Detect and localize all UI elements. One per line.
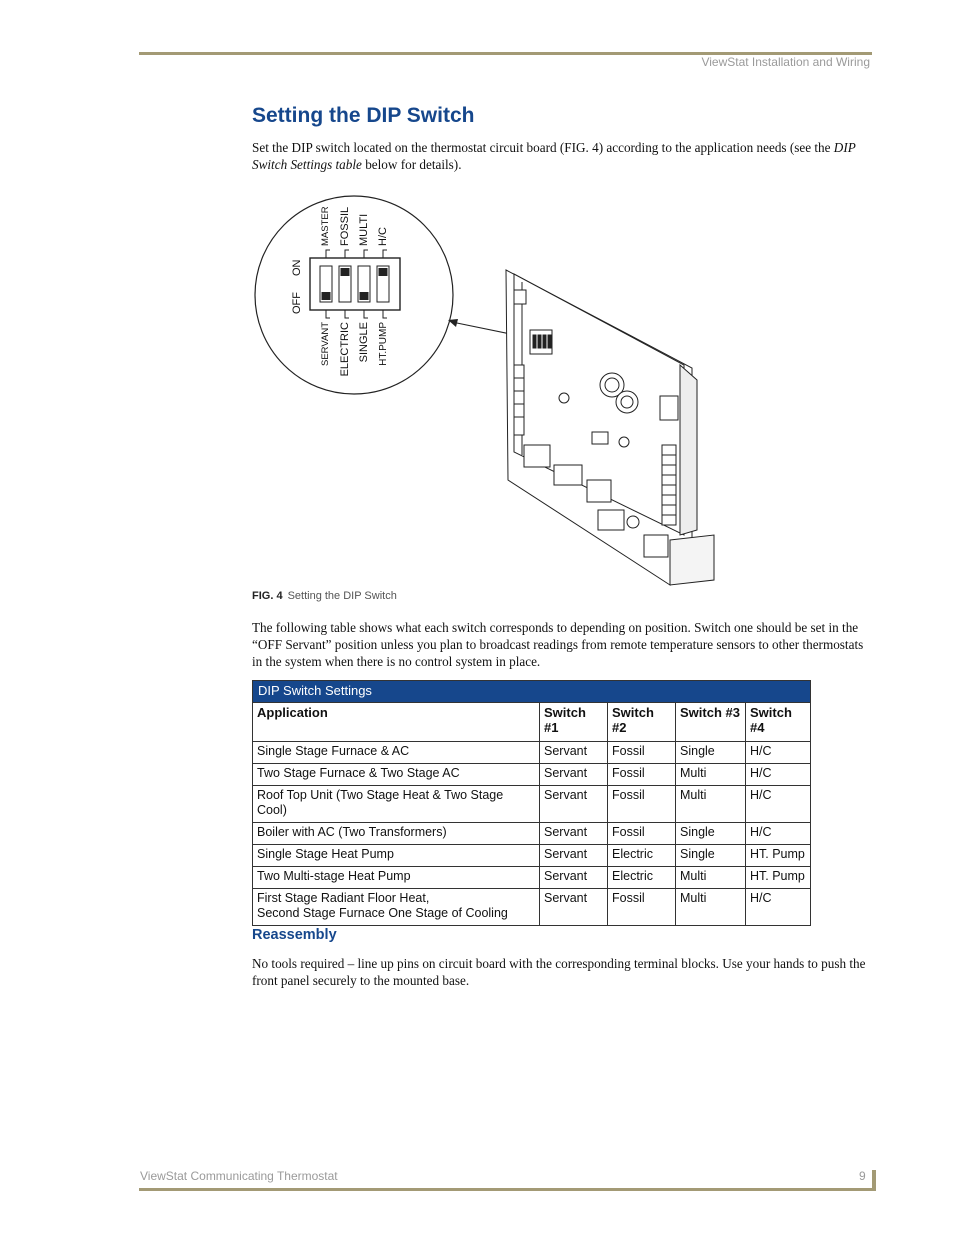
table-title: DIP Switch Settings — [252, 680, 811, 702]
cell-application: Single Stage Heat Pump — [253, 845, 540, 867]
switch-3 — [358, 266, 370, 302]
col-switch-2: Switch #2 — [608, 703, 676, 742]
table-row — [253, 764, 811, 786]
cell-switch-1: Servant — [540, 786, 608, 823]
label-multi: MULTI — [358, 213, 370, 246]
label-fossil: FOSSIL — [339, 206, 351, 246]
cell-switch-2: Fossil — [608, 823, 676, 845]
cell-application: Single Stage Furnace & AC — [253, 742, 540, 764]
label-servant: SERVANT — [320, 322, 331, 366]
cell-switch-2: Fossil — [608, 889, 676, 926]
table-row — [253, 845, 811, 867]
cell-switch-4: HT. Pump — [746, 845, 811, 867]
cell-application: Two Multi-stage Heat Pump — [253, 867, 540, 889]
cell-application: Two Stage Furnace & Two Stage AC — [253, 764, 540, 786]
col-switch-1: Switch #1 — [540, 703, 608, 742]
cell-switch-2: Electric — [608, 845, 676, 867]
cell-switch-3: Multi — [676, 867, 746, 889]
cell-switch-4: H/C — [746, 823, 811, 845]
label-single: SINGLE — [358, 322, 370, 363]
footer-rule — [139, 1188, 874, 1191]
col-switch-4: Switch #4 — [746, 703, 811, 742]
label-on: ON — [291, 259, 303, 276]
cell-switch-3: Single — [676, 845, 746, 867]
label-htpump: HT.PUMP — [378, 322, 389, 366]
reassembly-title: Reassembly — [252, 927, 337, 943]
label-off: OFF — [291, 292, 303, 314]
figure-caption — [252, 590, 397, 602]
cell-switch-1: Servant — [540, 764, 608, 786]
cell-switch-1: Servant — [540, 889, 608, 926]
switch-4 — [377, 266, 389, 302]
footer-rule-tick — [872, 1170, 876, 1191]
intro-text-a: Set the DIP switch located on the thermostat circuit board (FIG. 4) according to the application needs (see the — [252, 140, 834, 155]
table-row — [253, 786, 811, 823]
switch-2 — [339, 266, 351, 302]
dip-switch-illustration — [252, 190, 722, 590]
page-number: 9 — [859, 1169, 866, 1183]
table-row — [253, 742, 811, 764]
cell-switch-2: Fossil — [608, 742, 676, 764]
section-title: Setting the DIP Switch — [252, 104, 475, 127]
cell-switch-3: Multi — [676, 764, 746, 786]
dip-switch-figure — [252, 190, 722, 590]
table-row — [253, 823, 811, 845]
cell-switch-2: Electric — [608, 867, 676, 889]
label-hc: H/C — [377, 227, 389, 246]
settings-table — [252, 702, 811, 926]
cell-application: Roof Top Unit (Two Stage Heat & Two Stage Cool) — [253, 786, 540, 823]
cell-switch-1: Servant — [540, 823, 608, 845]
cell-switch-3: Multi — [676, 786, 746, 823]
cell-switch-2: Fossil — [608, 764, 676, 786]
cell-switch-4: HT. Pump — [746, 867, 811, 889]
thermostat-board — [506, 270, 714, 585]
cell-application: Boiler with AC (Two Transformers) — [253, 823, 540, 845]
cell-switch-1: Servant — [540, 742, 608, 764]
intro-table-ref: DIP Switch Settings table — [252, 140, 856, 172]
figure-caption-text: Setting the DIP Switch — [287, 590, 397, 602]
switch-1 — [320, 266, 332, 302]
intro-text-b: below for details). — [361, 157, 462, 172]
cell-switch-1: Servant — [540, 867, 608, 889]
cell-switch-2: Fossil — [608, 786, 676, 823]
figure-caption-label: FIG. 4 — [252, 590, 283, 602]
reassembly-paragraph: No tools required – line up pins on circuit board with the corresponding terminal blocks. Use your hands to push the front panel securely to the mounted base. — [252, 956, 866, 988]
col-application: Application — [253, 703, 540, 742]
running-head: ViewStat Installation and Wiring — [701, 55, 870, 69]
intro-paragraph — [252, 139, 872, 173]
cell-application: First Stage Radiant Floor Heat, Second Stage Furnace One Stage of Cooling — [253, 889, 540, 926]
table-body — [253, 742, 811, 926]
dip-switch-settings-table — [252, 680, 811, 926]
cell-switch-4: H/C — [746, 742, 811, 764]
cell-switch-1: Servant — [540, 845, 608, 867]
cell-switch-3: Multi — [676, 889, 746, 926]
cell-switch-4: H/C — [746, 764, 811, 786]
footer-title: ViewStat Communicating Thermostat — [140, 1169, 338, 1183]
cell-switch-3: Single — [676, 742, 746, 764]
label-electric: ELECTRIC — [339, 322, 351, 377]
cell-switch-4: H/C — [746, 889, 811, 926]
label-master: MASTER — [320, 206, 331, 246]
table-row — [253, 867, 811, 889]
table-intro-paragraph: The following table shows what each switch corresponds to depending on position. Switch one should be set in the “OFF Servant” position unless you plan to broadcast readings from remote temperature sensors to other thermostats in the system when there is no control system in place. — [252, 620, 864, 669]
col-switch-3: Switch #3 — [676, 703, 746, 742]
cell-switch-4: H/C — [746, 786, 811, 823]
cell-switch-3: Single — [676, 823, 746, 845]
table-header-row — [253, 703, 811, 742]
table-row — [253, 889, 811, 926]
